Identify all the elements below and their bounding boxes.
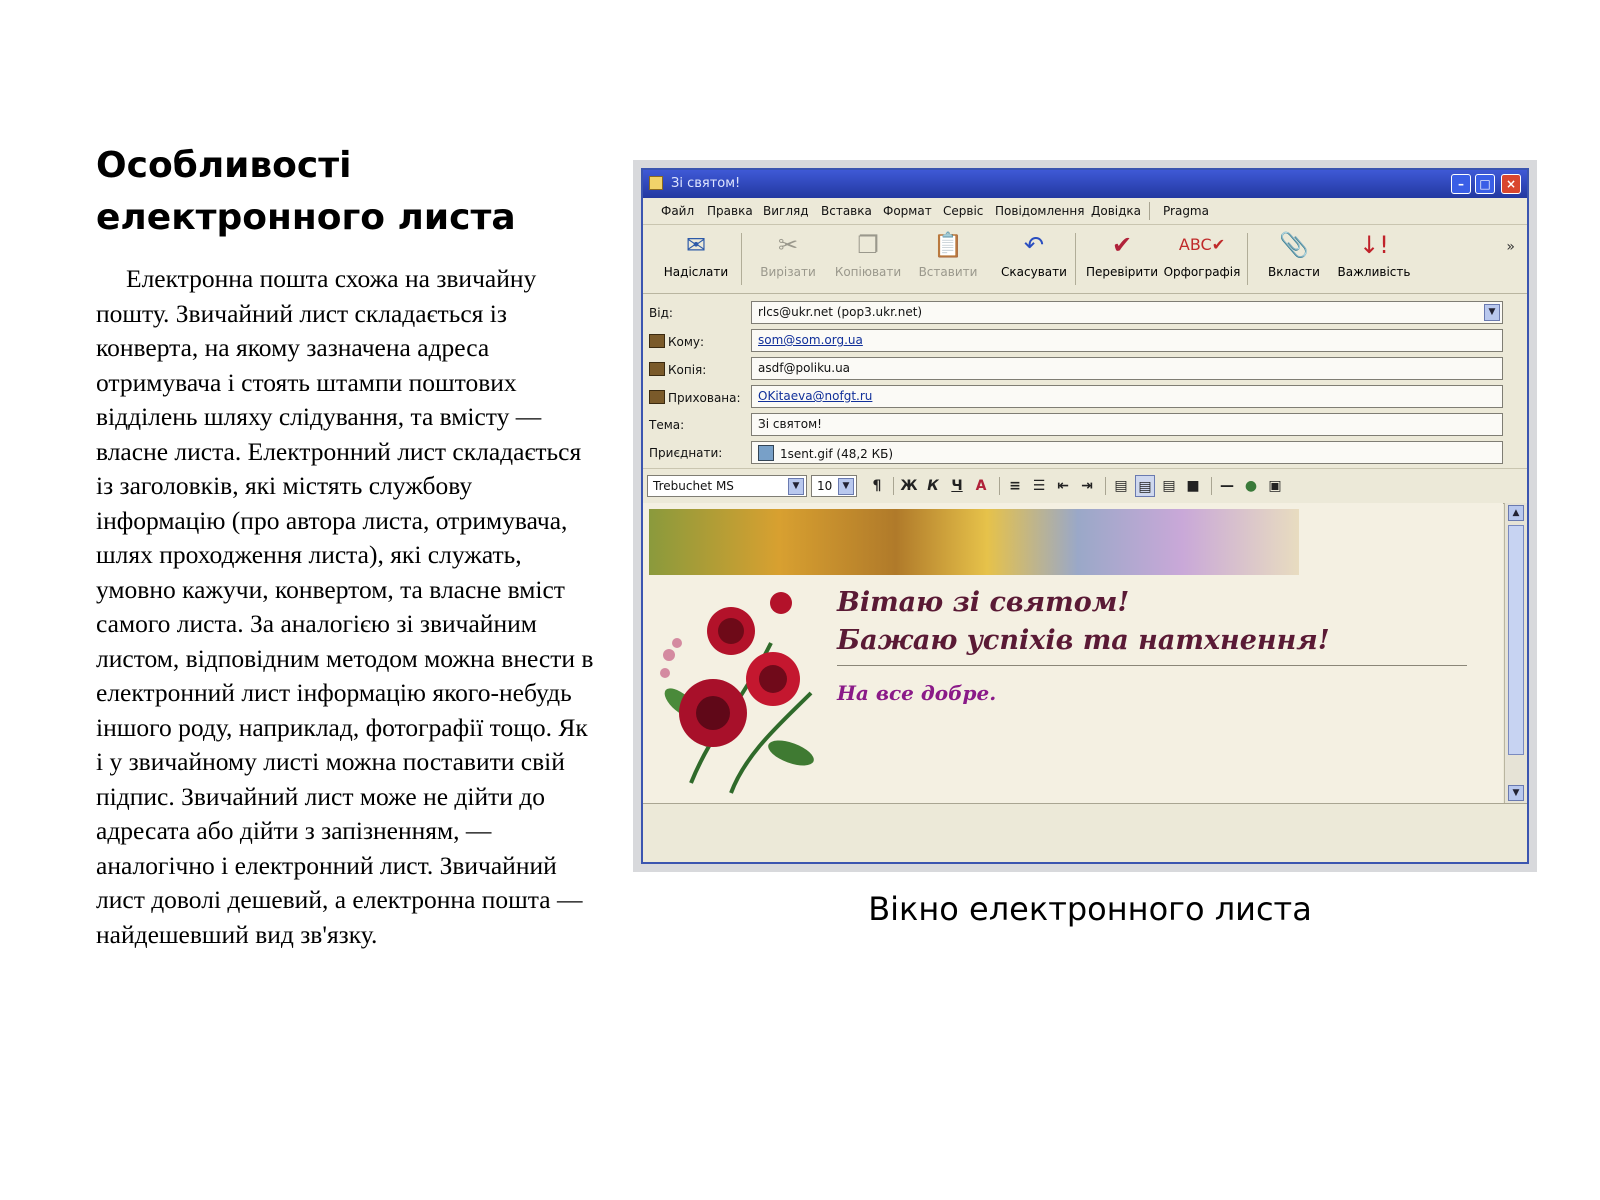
to-field[interactable]: som@som.org.ua bbox=[751, 329, 1503, 352]
menu-pragma[interactable]: Pragma bbox=[1163, 204, 1209, 218]
priority-button[interactable] bbox=[1335, 231, 1413, 279]
font-select[interactable] bbox=[647, 475, 807, 497]
subject-label: Тема: bbox=[649, 418, 685, 432]
from-value: rlcs@ukr.net (pop3.ukr.net) bbox=[758, 305, 923, 319]
attachment-field[interactable] bbox=[751, 441, 1503, 464]
format-divider bbox=[999, 477, 1000, 495]
envelope-icon bbox=[649, 176, 663, 190]
copy-icon: ❐ bbox=[857, 231, 879, 259]
mail-window-photo bbox=[633, 160, 1537, 872]
slide-title: Особливості електронного листа bbox=[96, 145, 516, 238]
menu-tools[interactable]: Сервіс bbox=[943, 204, 984, 218]
copy-label: Копіювати bbox=[834, 265, 902, 279]
italic-icon[interactable]: К bbox=[927, 478, 939, 494]
close-button[interactable]: × bbox=[1501, 174, 1521, 194]
address-book-icon bbox=[649, 362, 665, 376]
bcc-label[interactable] bbox=[649, 390, 741, 405]
bold-icon[interactable]: Ж bbox=[900, 478, 918, 494]
body-text: Електронна пошта схожа на звичайну пошту. Звичайний лист складається із конверта, на якому зазначена адреса отримувача і стоять штампи поштових відділень шляху слідування, та вмісту — власне листа. Електронний лист складається із заголовків, які містять службову інформацію (про автора листа, отримувача, шлях проходження листа), які служать, умовно кажучи, конвертом, та власне вміст самого листа. За аналогією зі звичайним листом, відповідним методом можна внести в електронний лист інформацію якого-небудь іншого роду, наприклад, фотографії тощо. Як і у звичайному листі можна поставити свій підпис. Звичайний лист може не дійти до адресата або дійти з запізненням, — аналогічно і електронний лист. Звичайний лист доволі дешевий, а електронна пошта — найдешевший вид зв'язку. bbox=[96, 264, 594, 949]
message-body[interactable] bbox=[643, 503, 1503, 803]
paperclip-icon: 📎 bbox=[1279, 231, 1309, 259]
decrease-indent-icon[interactable]: ⇤ bbox=[1057, 478, 1069, 494]
spelling-icon: ABC✔ bbox=[1178, 235, 1226, 254]
status-bar bbox=[643, 803, 1527, 862]
cc-label[interactable] bbox=[649, 362, 706, 377]
figure-caption: Вікно електронного листа bbox=[868, 890, 1312, 928]
chevron-down-icon[interactable]: ▼ bbox=[838, 478, 854, 495]
menu-help[interactable]: Довідка bbox=[1091, 204, 1142, 218]
address-book-icon bbox=[649, 390, 665, 404]
address-book-icon bbox=[649, 334, 665, 348]
cut-button[interactable] bbox=[749, 231, 827, 279]
attachment-name: 1sent.gif (48,2 КБ) bbox=[780, 447, 894, 461]
menu-view[interactable]: Вигляд bbox=[763, 204, 809, 218]
message-headers bbox=[643, 294, 1527, 466]
numbered-list-icon[interactable]: ≡ bbox=[1009, 478, 1021, 494]
send-button[interactable] bbox=[657, 231, 735, 279]
minimize-button[interactable]: – bbox=[1451, 174, 1471, 194]
scroll-thumb[interactable] bbox=[1508, 525, 1524, 755]
chevron-down-icon[interactable]: ▼ bbox=[1484, 304, 1500, 321]
horizontal-line-icon[interactable]: — bbox=[1220, 478, 1234, 494]
maximize-button[interactable]: □ bbox=[1475, 174, 1495, 194]
paragraph-style-icon[interactable]: ¶ bbox=[872, 478, 882, 494]
format-toolbar bbox=[643, 468, 1527, 504]
cc-field[interactable]: asdf@poliku.ua bbox=[751, 357, 1503, 380]
menu-file[interactable]: Файл bbox=[661, 204, 695, 218]
underline-icon[interactable]: Ч bbox=[951, 478, 963, 494]
menu-message[interactable]: Повідомлення bbox=[995, 204, 1085, 218]
cc-row bbox=[643, 356, 1527, 382]
toolbar-divider bbox=[1075, 233, 1076, 285]
size-select[interactable] bbox=[811, 475, 857, 497]
chevron-right-icon[interactable]: » bbox=[1506, 239, 1515, 255]
to-row bbox=[643, 328, 1527, 354]
toolbar-divider bbox=[1247, 233, 1248, 285]
justify-icon[interactable]: ■ bbox=[1186, 478, 1200, 494]
greeting-line-1: Вітаю зі святом! bbox=[837, 587, 1130, 618]
from-row bbox=[643, 300, 1527, 326]
subject-field[interactable]: Зі святом! bbox=[751, 413, 1503, 436]
menu-edit[interactable]: Правка bbox=[707, 204, 753, 218]
menu-insert[interactable]: Вставка bbox=[821, 204, 872, 218]
bcc-field[interactable]: OKitaeva@nofgt.ru bbox=[751, 385, 1503, 408]
font-color-icon[interactable]: A bbox=[975, 478, 987, 494]
menu-divider bbox=[1149, 202, 1150, 220]
check-names-label: Перевірити bbox=[1085, 265, 1159, 279]
scroll-down-icon[interactable]: ▼ bbox=[1508, 785, 1524, 801]
format-divider bbox=[1211, 477, 1212, 495]
roses-image bbox=[651, 583, 831, 799]
scissors-icon: ✂ bbox=[777, 231, 799, 259]
window-title: Зі святом! bbox=[671, 176, 741, 191]
paste-button[interactable] bbox=[909, 231, 987, 279]
align-left-icon[interactable]: ▤ bbox=[1114, 478, 1128, 494]
to-label[interactable] bbox=[649, 334, 704, 349]
hyperlink-icon[interactable]: ● bbox=[1244, 478, 1258, 494]
chevron-down-icon[interactable]: ▼ bbox=[788, 478, 804, 495]
toolbar bbox=[643, 225, 1527, 294]
mail-window bbox=[641, 168, 1529, 864]
to-label-text: Кому: bbox=[668, 335, 705, 349]
decorative-banner bbox=[649, 509, 1299, 575]
paste-label: Вставити bbox=[918, 265, 978, 279]
align-center-icon[interactable]: ▤ bbox=[1135, 475, 1155, 497]
undo-button[interactable] bbox=[995, 231, 1073, 279]
cut-label: Вирізати bbox=[760, 265, 816, 279]
greeting-line-2: Бажаю успіхів та натхнення! bbox=[837, 625, 1330, 656]
vertical-scrollbar[interactable] bbox=[1504, 503, 1527, 803]
cc-label-text: Копія: bbox=[668, 363, 707, 377]
size-value: 10 bbox=[817, 479, 833, 493]
menu-bar bbox=[643, 198, 1527, 225]
font-value: Trebuchet MS bbox=[653, 479, 734, 493]
attach-label: Вкласти bbox=[1268, 265, 1320, 279]
format-divider bbox=[893, 477, 894, 495]
image-file-icon bbox=[758, 445, 774, 461]
greeting-divider bbox=[837, 665, 1467, 666]
spelling-button[interactable] bbox=[1163, 231, 1241, 279]
send-label: Надіслати bbox=[663, 265, 729, 279]
bcc-row bbox=[643, 384, 1527, 410]
undo-icon: ↶ bbox=[1023, 231, 1045, 259]
priority-icon: ↓! bbox=[1359, 231, 1389, 259]
attach-button[interactable] bbox=[1255, 231, 1333, 279]
paste-icon: 📋 bbox=[933, 231, 963, 259]
title-bar bbox=[643, 170, 1527, 198]
from-label: Від: bbox=[649, 306, 673, 320]
attach-label-field: Приєднати: bbox=[649, 446, 723, 460]
menu-format[interactable]: Формат bbox=[883, 204, 932, 218]
from-select[interactable] bbox=[751, 301, 1503, 324]
check-names-icon: ✔ bbox=[1111, 231, 1133, 259]
scroll-up-icon[interactable]: ▲ bbox=[1508, 505, 1524, 521]
send-icon: ✉ bbox=[685, 231, 707, 259]
format-divider bbox=[1105, 477, 1106, 495]
insert-picture-icon[interactable]: ▣ bbox=[1268, 478, 1282, 494]
undo-label: Скасувати bbox=[1001, 265, 1067, 279]
bcc-label-text: Прихована: bbox=[668, 391, 741, 405]
copy-button[interactable] bbox=[829, 231, 907, 279]
toolbar-divider bbox=[741, 233, 742, 285]
increase-indent-icon[interactable]: ⇥ bbox=[1081, 478, 1093, 494]
priority-label: Важливість bbox=[1337, 265, 1411, 279]
bullet-list-icon[interactable]: ☰ bbox=[1032, 478, 1046, 494]
attach-row bbox=[643, 440, 1527, 466]
subject-row bbox=[643, 412, 1527, 438]
check-names-button[interactable] bbox=[1083, 231, 1161, 279]
spelling-label: Орфографія bbox=[1163, 265, 1241, 279]
greeting-signoff: На все добре. bbox=[837, 681, 997, 705]
align-right-icon[interactable]: ▤ bbox=[1162, 478, 1176, 494]
